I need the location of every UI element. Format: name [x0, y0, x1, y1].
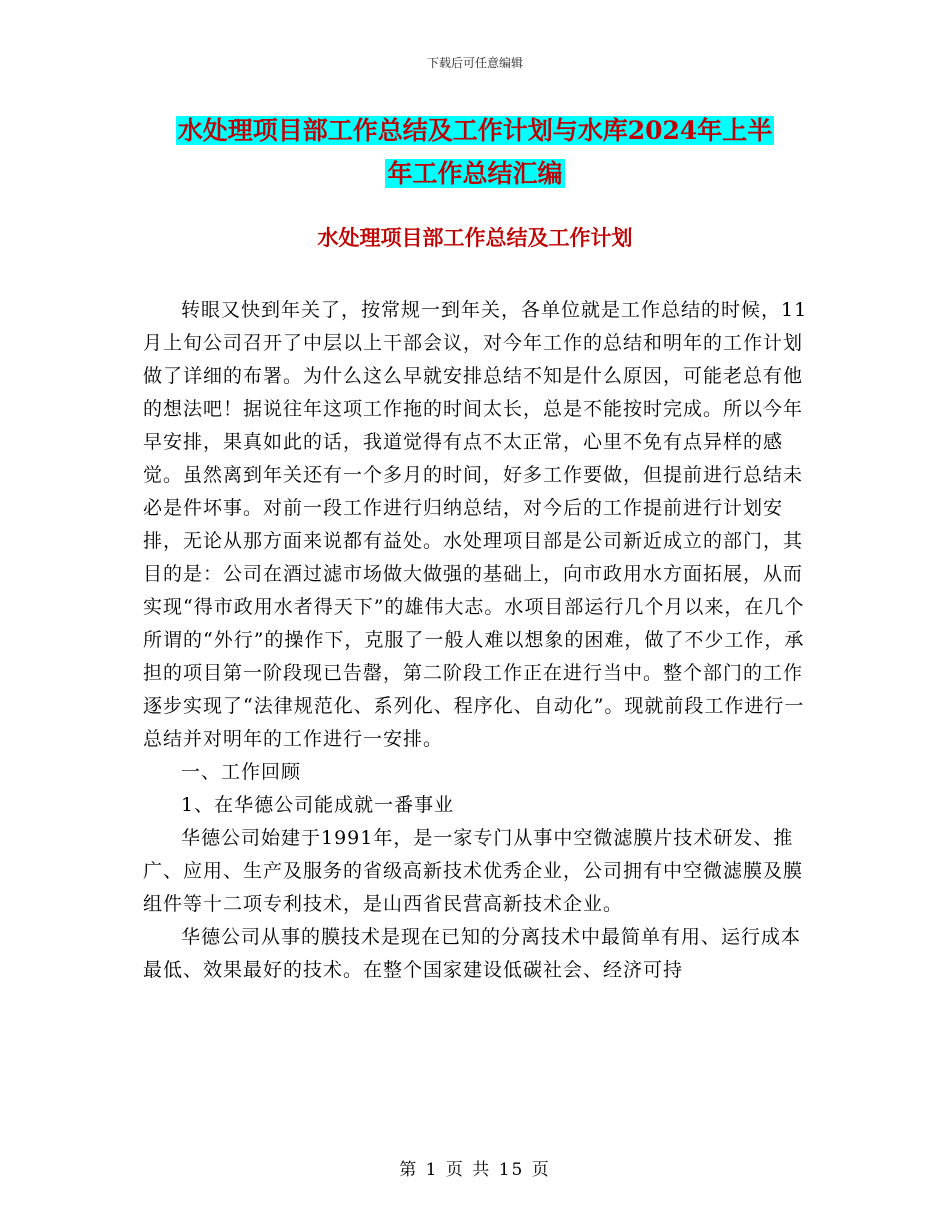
- body-text: [143, 294, 815, 987]
- document-title-line-2: [0, 158, 950, 190]
- section-title: 水处理项目部工作总结及工作计划: [317, 225, 633, 250]
- document-title-line-1: [0, 115, 950, 147]
- heading-work-review: 一、工作回顾: [181, 761, 302, 783]
- title-highlight-2: 年工作总结汇编: [387, 159, 563, 188]
- paragraph-intro: 转眼又快到年关了，按常规一到年关，各单位就是工作总结的时候，11月上旬公司召开了中层以上干部会议，对今年工作的总结和明年的工作计划做了详细的布署。为什么这么早就安排总结不知是什么原因，可能老总有他的想法吧！据说往年这项工作拖的时间太长，总是不能按时完成。所以今年早安排，果真如此的话，我道觉得有点不太正常，心里不免有点异样的感觉。虽然离到年关还有一个多月的时间，好多工作要做，但提前进行总结未必是件坏事。对前一段工作进行归纳总结，对今后的工作提前进行计划安排，无论从那方面来说都有益处。水处理项目部是公司新近成立的部门，其目的是：公司在酒过滤市场做大做强的基础上，向市政用水方面拓展，从而实现“得市政用水者得天下”的雄伟大志。水项目部运行几个月以来，在几个所谓的“外行”的操作下，克服了一般人难以想象的困难，做了不少工作，承担的项目第一阶段现已告罄，第二阶段工作正在进行当中。整个部门的工作逐步实现了“法律规范化、系列化、程序化、自动化”。现就前段工作进行一总结并对明年的工作进行一安排。: [143, 299, 808, 750]
- header-note: 下载后可任意编辑: [426, 56, 523, 70]
- subheading-1: 1、在华德公司能成就一番事业: [181, 794, 455, 816]
- paragraph-membrane: 华德公司从事的膜技术是现在已知的分离技术中最简单有用、运行成本最低、效果最好的技术。在整个国家建设低碳社会、经济可持: [143, 926, 802, 981]
- page-footer: 第 1 页 共 15 页: [399, 1160, 551, 1180]
- paragraph-company: 华德公司始建于1991年，是一家专门从事中空微滤膜片技术研发、推广、应用、生产及服务的省级高新技术优秀企业，公司拥有中空微滤膜及膜组件等十二项专利技术，是山西省民营高新技术企业。: [143, 827, 804, 915]
- title-highlight-1: 水处理项目部工作总结及工作计划与水库2024年上半: [177, 116, 773, 145]
